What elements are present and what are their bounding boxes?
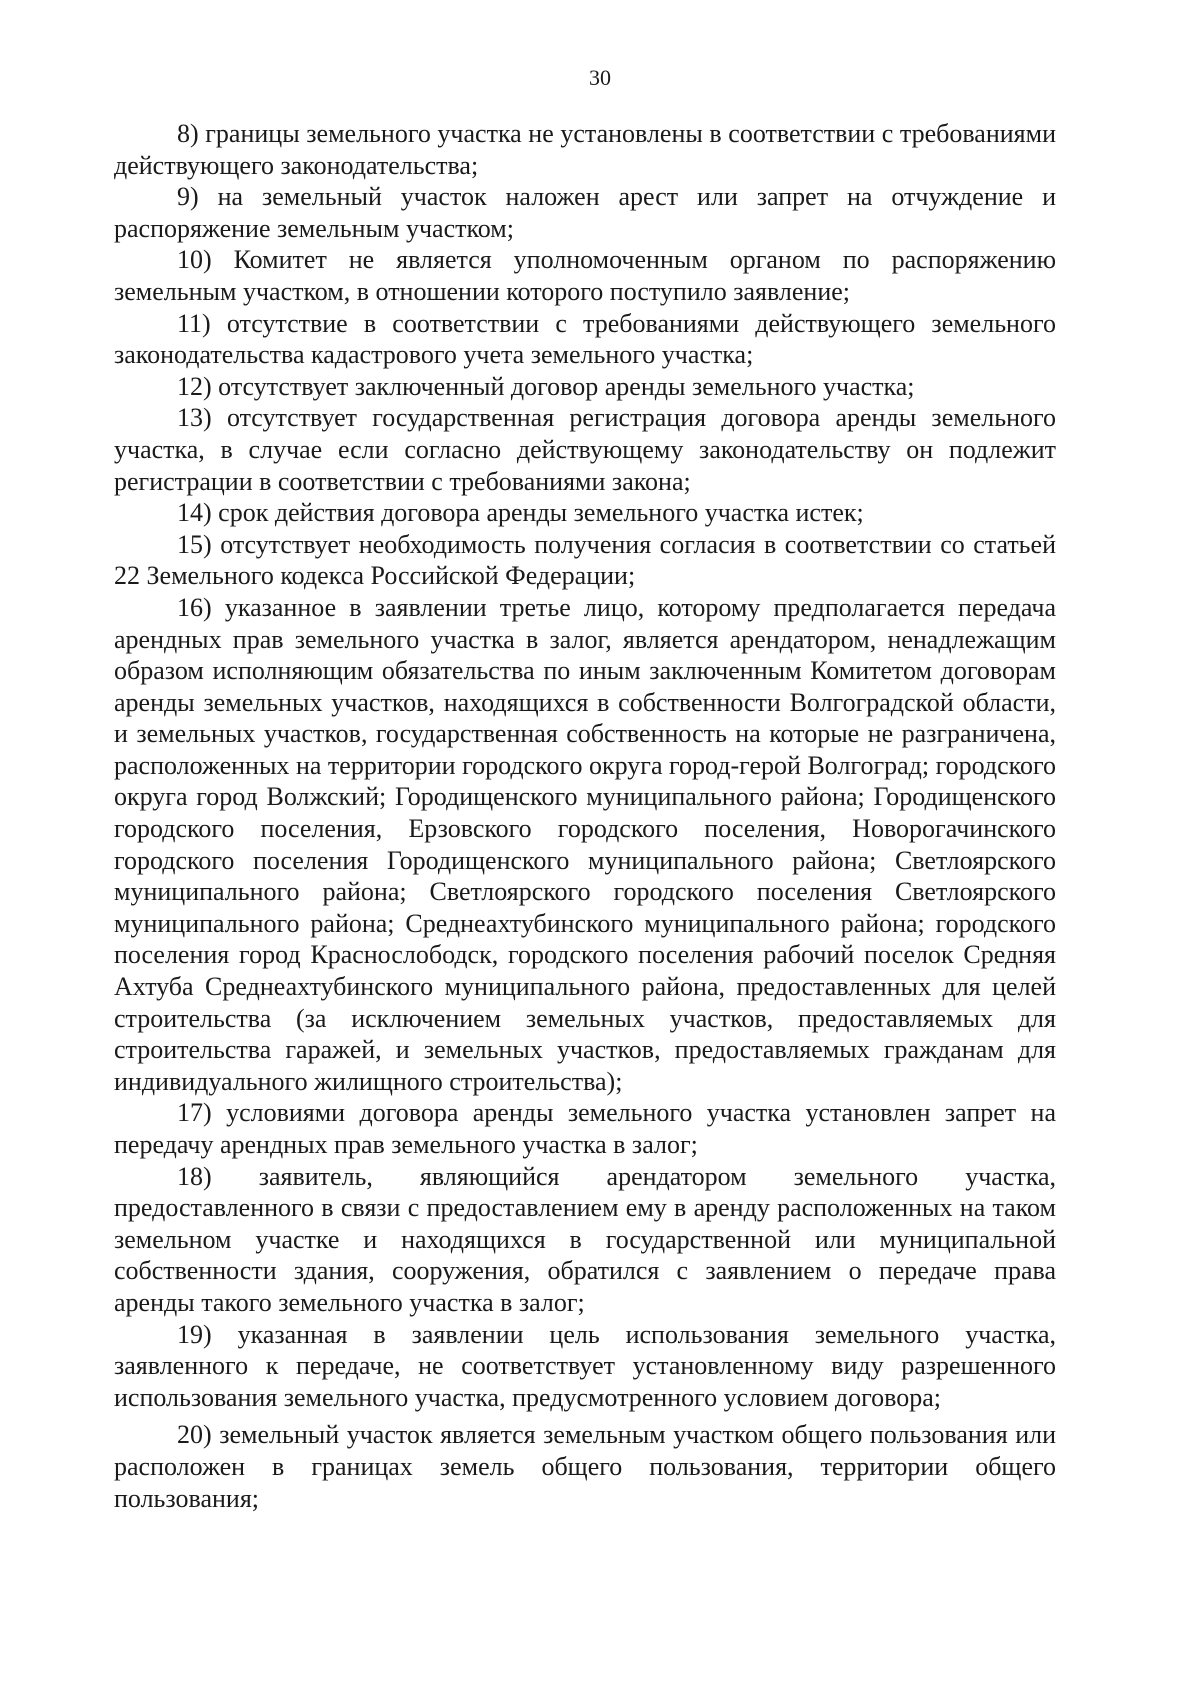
list-item	[114, 118, 1056, 181]
item-number: 10)	[177, 245, 212, 275]
item-text: указанное в заявлении третье лицо, которому предполагается передача арендных прав земельного участка в залог, является арендатором, ненадлежащим образом исполняющим обязательства по иным заключенным Комитетом договорам аренды земельных участков, находящихся в собственности Волгоградской области, и земельных участков, государственная собственность на которые не разграничена, расположенных на территории городского округа город-герой Волгоград; городского округа город Волжский; Городищенского муниципального района; Городищенского городского поселения, Ерзовского городского поселения, Новорогачинского городского поселения Городищенского муниципального района; Светлоярского муниципального района; Светлоярского городского поселения Светлоярского муниципального района; Среднеахтубинского муниципального района; городского поселения город Краснослободск, городского поселения рабочий поселок Средняя Ахтуба Среднеахтубинского муниципального района, предоставленных для целей строительства (за исключением земельных участков, предоставляемых для строительства гаражей, и земельных участков, предоставляемых гражданам для индивидуального жилищного строительства);	[114, 592, 1056, 1096]
item-number: 12)	[177, 371, 212, 401]
item-number: 17)	[177, 1098, 212, 1128]
list-item	[114, 1319, 1056, 1414]
list-item	[114, 402, 1056, 497]
list-item	[114, 371, 1056, 403]
item-text: отсутствует необходимость получения согласия в соответствии со статьей 22 Земельного кодекса Российской Федерации;	[114, 529, 1056, 591]
item-number: 19)	[177, 1319, 212, 1349]
list-item	[114, 308, 1056, 371]
item-text: Комитет не является уполномоченным органом по распоряжению земельным участком, в отношении которого поступило заявление;	[114, 245, 1056, 306]
item-text: границы земельного участка не установлены в соответствии с требованиями действующего законодательства;	[114, 119, 1057, 180]
item-number: 11)	[177, 308, 211, 338]
item-number: 16)	[177, 592, 212, 622]
list-item	[114, 244, 1056, 307]
list-item	[114, 1097, 1056, 1160]
list-item	[114, 592, 1056, 1098]
list-item	[114, 497, 1056, 529]
item-text: условиями договора аренды земельного участка установлен запрет на передачу арендных прав земельного участка в залог;	[114, 1098, 1056, 1159]
item-number: 9)	[177, 182, 199, 212]
item-number: 18)	[177, 1161, 212, 1191]
item-text: земельный участок является земельным участком общего пользования или расположен в границах земель общего пользования, территории общего пользования;	[114, 1420, 1057, 1513]
item-number: 14)	[177, 498, 212, 528]
item-text: на земельный участок наложен арест или запрет на отчуждение и распоряжение земельным участком;	[114, 182, 1057, 243]
list-item	[114, 181, 1056, 244]
item-text: отсутствует государственная регистрация договора аренды земельного участка, в случае если согласно действующему законодательству он подлежит регистрации в соответствии с требованиями закона;	[114, 403, 1056, 496]
item-text: отсутствует заключенный договор аренды земельного участка;	[218, 371, 915, 401]
item-number: 8)	[177, 119, 199, 148]
item-text: отсутствие в соответствии с требованиями действующего земельного законодательства кадастрового учета земельного участка;	[114, 308, 1056, 370]
list-item	[114, 529, 1056, 592]
item-text: срок действия договора аренды земельного участка истек;	[218, 498, 864, 528]
item-number: 20)	[177, 1420, 212, 1450]
document-body	[114, 118, 1056, 1514]
item-number: 13)	[177, 403, 212, 433]
page-number: 30	[589, 65, 611, 90]
item-text: заявитель, являющийся арендатором земельного участка, предоставленного в связи с предоставлением ему в аренду расположенных на таком земельном участке и находящихся в государственной или муниципальной собственности здания, сооружения, обратился с заявлением о передаче права аренды такого земельного участка в залог;	[114, 1161, 1057, 1317]
list-item	[114, 1161, 1056, 1319]
list-item	[114, 1419, 1056, 1514]
item-number: 15)	[177, 529, 212, 559]
item-text: указанная в заявлении цель использования земельного участка, заявленного к передаче, не соответствует установленному виду разрешенного использования земельного участка, предусмотренного условием договора;	[114, 1319, 1057, 1412]
